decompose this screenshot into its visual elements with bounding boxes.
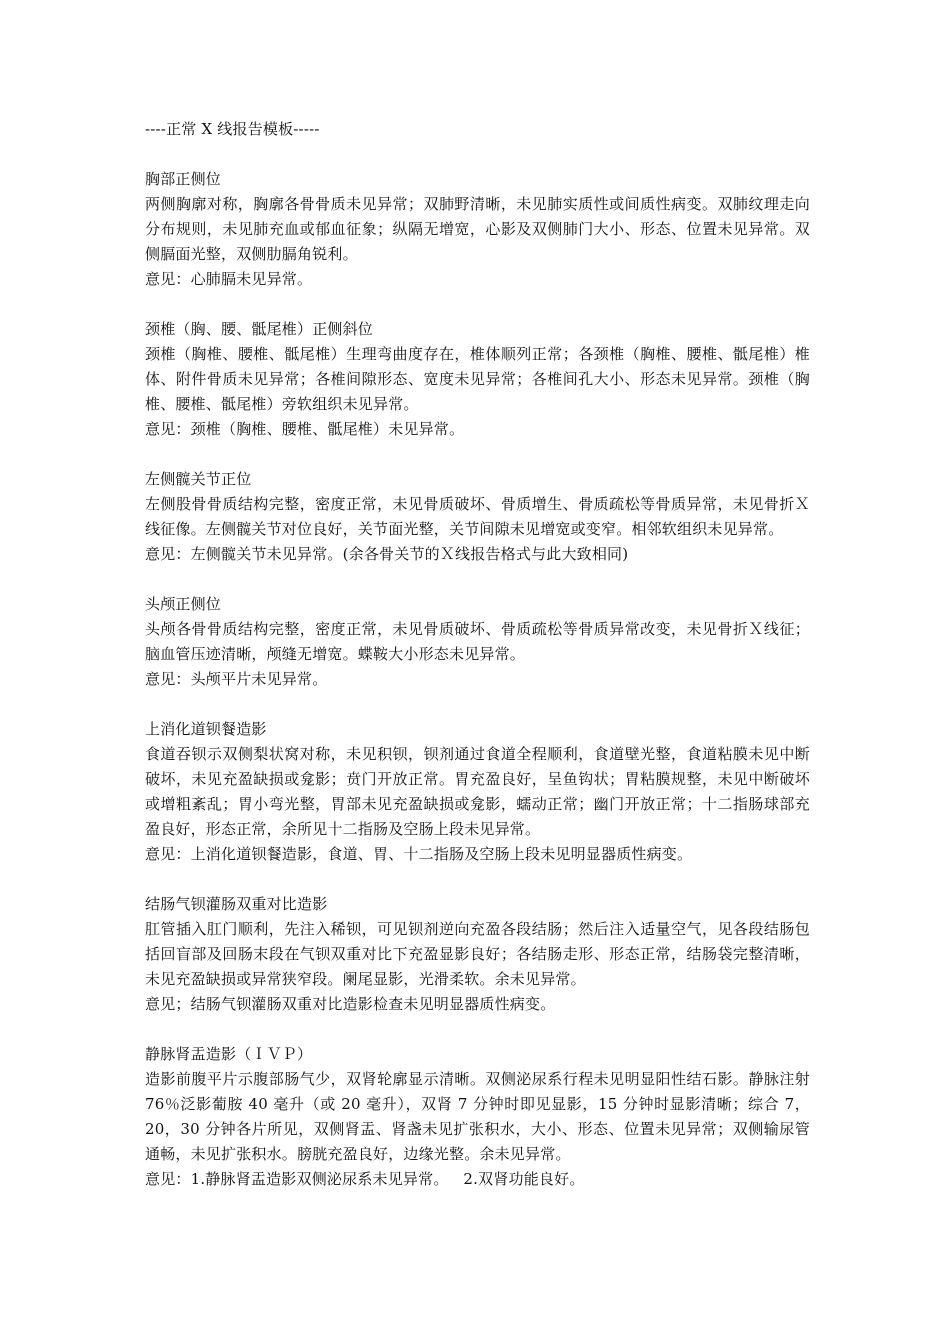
section-ivp [145,1042,810,1192]
section-opinion: 意见：左侧髋关节未见异常。(余各骨关节的Ｘ线报告格式与此大致相同) [145,545,629,563]
section-heading: 结肠气钡灌肠双重对比造影 [145,895,328,913]
section-opinion: 意见：1.静脉肾盂造影双侧泌尿系未见异常。 2.双肾功能良好。 [145,1170,585,1188]
section-heading: 头颅正侧位 [145,595,222,613]
section-cervical-spine [145,317,810,442]
section-opinion: 意见；结肠气钡灌肠双重对比造影检查未见明显器质性病变。 [145,995,556,1013]
section-chest [145,167,810,292]
document-title: ----正常 X 线报告模板----- [145,120,320,138]
section-heading: 胸部正侧位 [145,170,222,188]
section-heading: 颈椎（胸、腰、骶尾椎）正侧斜位 [145,320,374,338]
section-barium-enema [145,892,810,1017]
section-findings: 左侧股骨骨质结构完整，密度正常，未见骨质破坏、骨质增生、骨质疏松等骨质异常，未见骨折Ｘ线征像。左侧髋关节对位良好，关节面光整，关节间隙未见增宽或变窄。相邻软组织未见异常。 [145,495,810,538]
section-heading: 上消化道钡餐造影 [145,720,267,738]
section-heading: 静脉肾盂造影（ＩＶＰ） [145,1045,313,1063]
section-findings: 头颅各骨骨质结构完整，密度正常，未见骨质破坏、骨质疏松等骨质异常改变，未见骨折Ｘ线征；脑血管压迹清晰，颅缝无增宽。蝶鞍大小形态未见异常。 [145,620,810,663]
section-opinion: 意见：颈椎（胸椎、腰椎、骶尾椎）未见异常。 [145,420,465,438]
section-heading: 左侧髋关节正位 [145,470,252,488]
section-findings: 食道吞钡示双侧梨状窝对称，未见积钡，钡剂通过食道全程顺利，食道壁光整，食道粘膜未见中断破坏，未见充盈缺损或龛影；贲门开放正常。胃充盈良好，呈鱼钩状；胃粘膜规整，未见中断破坏或增粗紊乱；胃小弯光整，胃部未见充盈缺损或龛影，蠕动正常；幽门开放正常；十二指肠球部充盈良好，形态正常，余所见十二指肠及空肠上段未见异常。 [145,745,810,838]
section-findings: 造影前腹平片示腹部肠气少，双肾轮廓显示清晰。双侧泌尿系行程未见明显阳性结石影。静脉注射 76％泛影葡胺 40 毫升（或 20 毫升），双肾 7 分钟时即见显影，15 分钟时显影清晰；综合 7，20，30 分钟各片所见，双侧肾盂、肾盏未见扩张积水，大小、形态、位置未见异常；双侧输尿管通畅，未见扩张积水。膀胱充盈良好，边缘光整。余未见异常。 [145,1070,810,1163]
section-findings: 肛管插入肛门顺利，先注入稀钡，可见钡剂逆向充盈各段结肠；然后注入适量空气，见各段结肠包括回盲部及回肠末段在气钡双重对比下充盈显影良好；各结肠走形、形态正常，结肠袋完整清晰，未见充盈缺损或异常狭窄段。阑尾显影，光滑柔软。余未见异常。 [145,920,810,988]
section-opinion: 意见：心肺膈未见异常。 [145,270,313,288]
section-findings: 两侧胸廓对称，胸廓各骨骨质未见异常；双肺野清晰，未见肺实质性或间质性病变。双肺纹理走向分布规则，未见肺充血或郁血征象；纵隔无增宽，心影及双侧肺门大小、形态、位置未见异常。双侧膈面光整，双侧肋膈角锐利。 [145,195,810,263]
section-upper-gi [145,717,810,867]
section-skull [145,592,810,692]
section-opinion: 意见：头颅平片未见异常。 [145,670,328,688]
section-opinion: 意见：上消化道钡餐造影，食道、胃、十二指肠及空肠上段未见明显器质性病变。 [145,845,693,863]
report-document [145,117,810,1217]
section-left-hip [145,467,810,567]
section-findings: 颈椎（胸椎、腰椎、骶尾椎）生理弯曲度存在，椎体顺列正常；各颈椎（胸椎、腰椎、骶尾椎）椎体、附件骨质未见异常；各椎间隙形态、宽度未见异常；各椎间孔大小、形态未见异常。颈椎（胸椎、腰椎、骶尾椎）旁软组织未见异常。 [145,345,810,413]
